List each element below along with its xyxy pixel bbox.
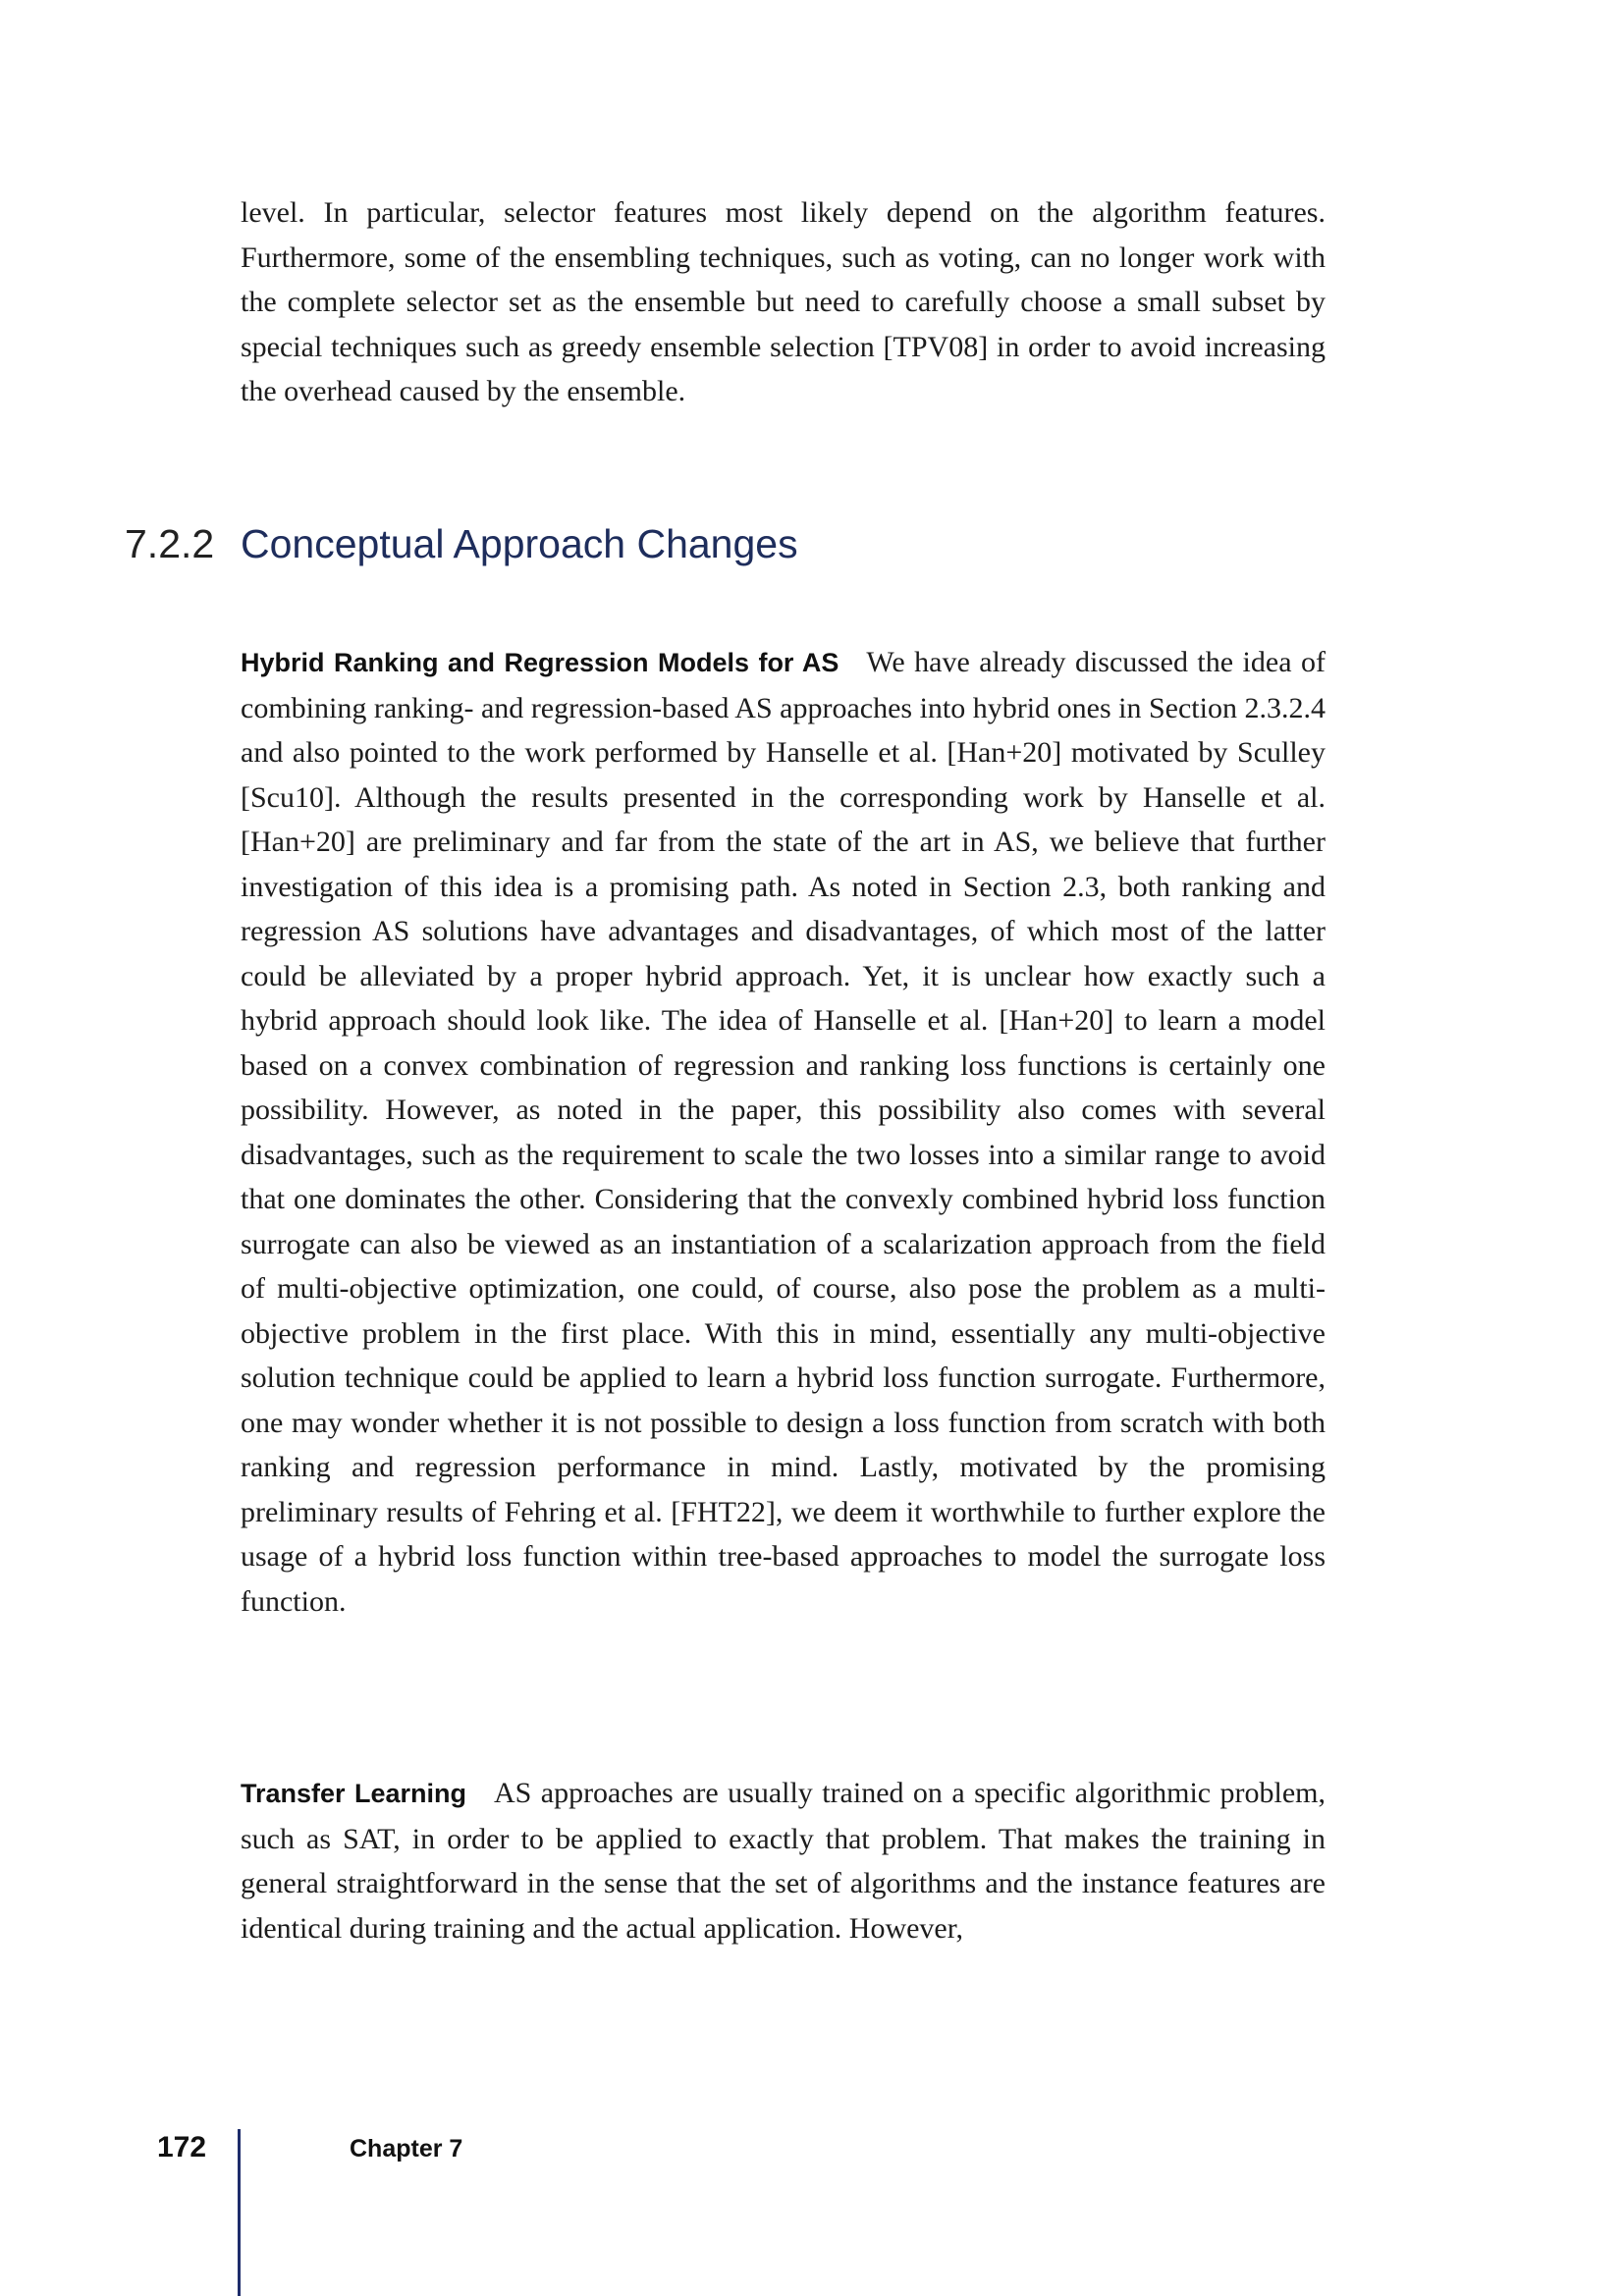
transfer-learning-paragraph [241,1771,1326,1950]
section-heading [125,516,798,571]
section-title: Conceptual Approach Changes [241,521,798,566]
page-number: 172 [157,2131,207,2163]
section-number: 7.2.2 [125,521,215,566]
hybrid-models-body: We have already discussed the idea of combining ranking- and regression-based AS approaches into hybrid ones in Section 2.3.2.4 and also pointed to the work performed by Hanselle et al. [Han+20] motivated by Sculley [Scu10]. Although the results presented in the corresponding work by Hanselle et al. [Han+20] are preliminary and far from the state of the art in AS, we believe that further investigation of this idea is a promising path. As noted in Section 2.3, both ranking and regression AS solutions have advantages and disadvantages, of which most of the latter could be alleviated by a proper hybrid approach. Yet, it is unclear how exactly such a hybrid approach should look like. The idea of Hanselle et al. [Han+20] to learn a model based on a convex combination of regression and ranking loss functions is certainly one possibility. However, as noted in the paper, this possibility also comes with several disadvantages, such as the requirement to scale the two losses into a similar range to avoid that one dominates the other. Considering that the convexly combined hybrid loss function surrogate can also be viewed as an instantiation of a scalarization approach from the field of multi-objective optimization, one could, of course, also pose the problem as a multi-objective problem in the first place. With this in mind, essentially any multi-objective solution technique could be applied to learn a hybrid loss function surrogate. Furthermore, one may wonder whether it is not possible to design a loss function from scratch with both ranking and regression performance in mind. Lastly, motivated by the promising preliminary results of Fehring et al. [FHT22], we deem it worthwhile to further explore the usage of a hybrid loss function within tree-based approaches to model the surrogate loss function. [241,646,1326,1618]
transfer-learning-heading: Transfer Learning [241,1779,466,1808]
hybrid-models-heading: Hybrid Ranking and Regression Models for AS [241,648,839,677]
footer-divider [238,2129,241,2296]
intro-paragraph: level. In particular, selector features most likely depend on the algorithm features. Furthermore, some of the ensembling techniques, such as voting, can no longer work with the complete selector set as the ensemble but need to carefully choose a small subset by special techniques such as greedy ensemble selection [TPV08] in order to avoid increasing the overhead caused by the ensemble. [241,196,1326,407]
hybrid-models-paragraph [241,640,1326,1624]
transfer-learning-body: AS approaches are usually trained on a specific algorithmic problem, such as SAT, in order to be applied to exactly that problem. That makes the training in general straightforward in the sense that the set of algorithms and the instance features are identical during training and the actual application. However, [241,1777,1326,1945]
chapter-label: Chapter 7 [350,2135,463,2163]
